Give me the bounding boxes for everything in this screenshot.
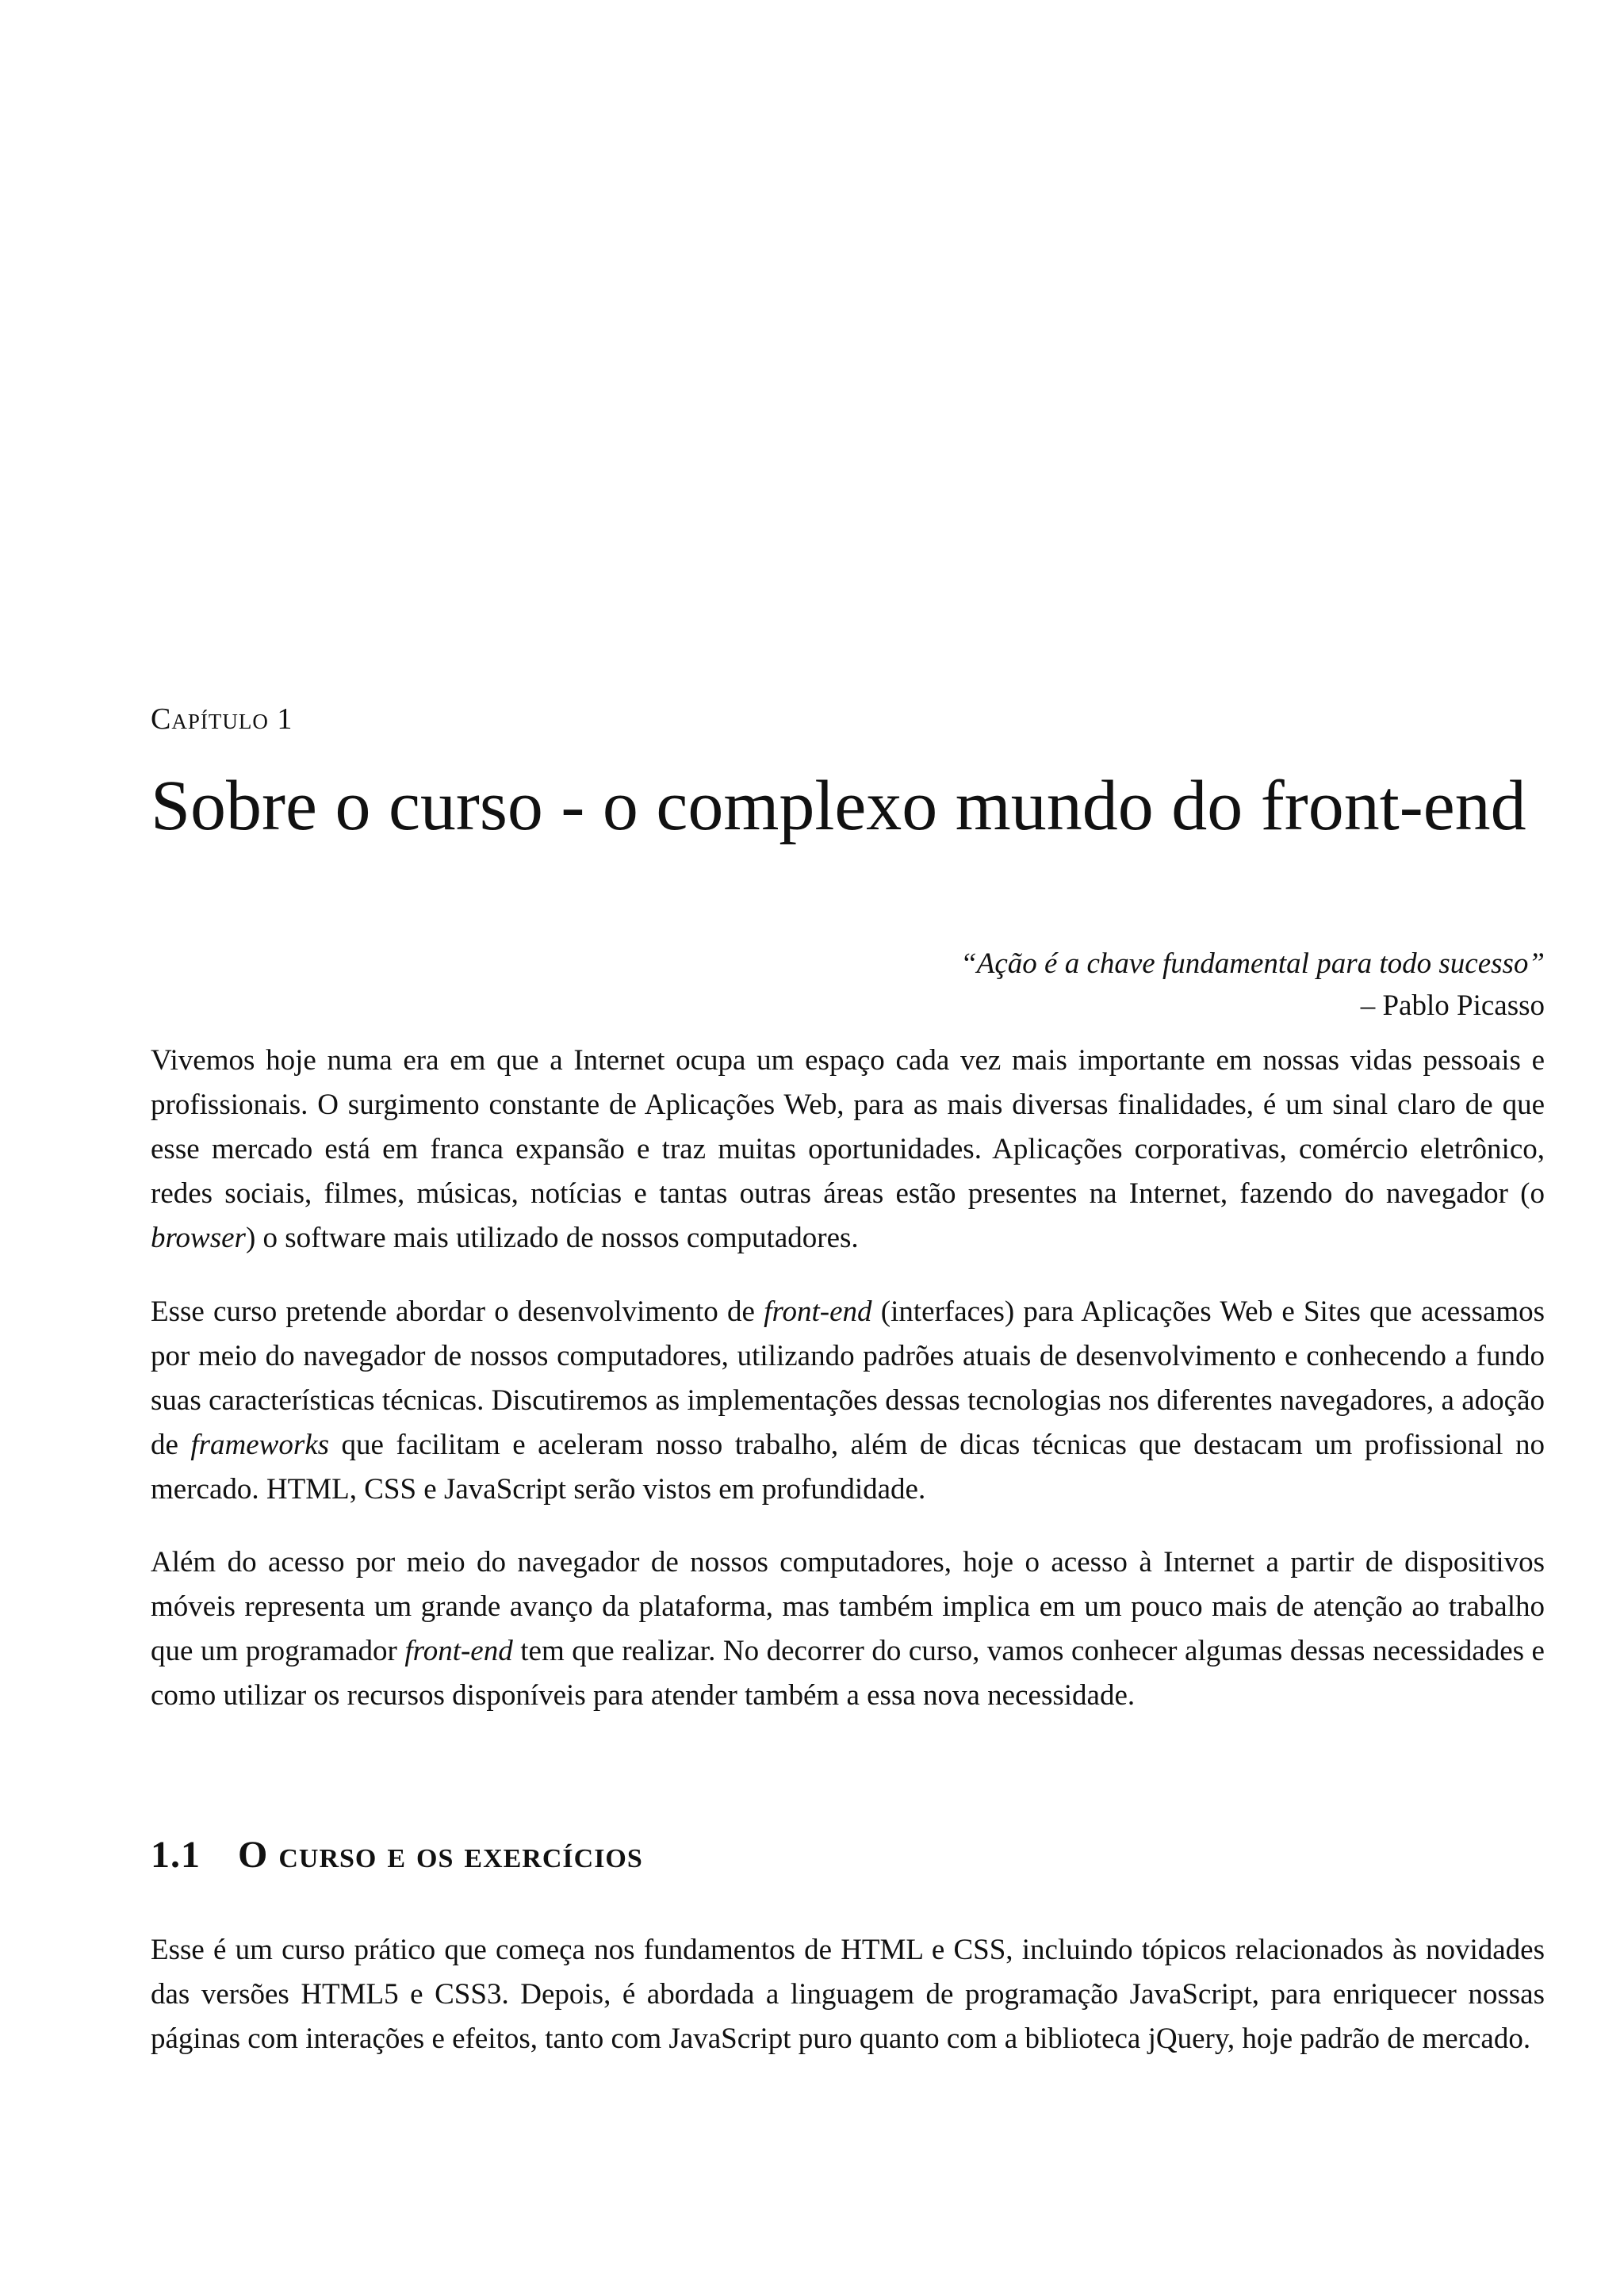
paragraph-text: Esse curso pretende abordar o desenvolvimento de [151, 1295, 764, 1328]
paragraph-text: tem que realizar. No decorrer do curso, vamos conhecer algumas dessas necessidades e como utilizar os recursos disponíveis para atender também a essa nova necessidade. [151, 1635, 1545, 1712]
paragraph-course-goal [151, 1290, 1545, 1512]
epigraph [960, 943, 1545, 1027]
emphasis-text: browser [151, 1222, 246, 1254]
chapter-label: Capítulo 1 [151, 702, 293, 736]
epigraph-author: – Pablo Picasso [1360, 989, 1545, 1022]
paragraph-intro [151, 1039, 1545, 1261]
paragraph-text: ) o software mais utilizado de nossos computadores. [245, 1222, 859, 1254]
emphasis-text: frameworks [190, 1429, 330, 1461]
emphasis-text: front-end [764, 1295, 872, 1328]
paragraph-text: Além do acesso por meio do navegador de nossos computadores, hoje o acesso à Internet a partir de dispositivos móveis representa um grande avanço da plataforma, mas também implica em um pouco mais de atenção ao trabalho que um programador [151, 1546, 1545, 1667]
emphasis-text: front-end [404, 1635, 513, 1667]
paragraph-mobile [151, 1540, 1545, 1718]
section-paragraph: Esse é um curso prático que começa nos fundamentos de HTML e CSS, incluindo tópicos relacionados às novidades das versões HTML5 e CSS3. Depois, é abordada a linguagem de programação JavaScript, para enriquecer nossas páginas com interações e efeitos, tanto com JavaScript puro quanto com a biblioteca jQuery, hoje padrão de mercado. [151, 1934, 1545, 2055]
epigraph-quote: “Ação é a chave fundamental para todo sucesso” [960, 947, 1545, 980]
paragraph-text: Vivemos hoje numa era em que a Internet ocupa um espaço cada vez mais importante em nossas vidas pessoais e profissionais. O surgimento constante de Aplicações Web, para as mais diversas finalidades, é um sinal claro de que esse mercado está em franca expansão e traz muitas oportunidades. Aplicações corporativas, comércio eletrônico, redes sociais, filmes, músicas, notícias e tantas outras áreas estão presentes na Internet, fazendo do navegador (o [151, 1044, 1545, 1210]
paragraph-text: que facilitam e aceleram nosso trabalho, além de dicas técnicas que destacam um profissional no mercado. HTML, CSS e JavaScript serão vistos em profundidade. [151, 1429, 1545, 1506]
section-number: 1.1 [151, 1834, 201, 1876]
paragraph-text: (interfaces) para Aplicações Web e Sites que acessamos por meio do navegador de nossos computadores, utilizando padrões atuais de desenvolvimento e conhecendo a fundo suas características técnicas. Discutiremos as implementações dessas tecnologias nos diferentes navegadores, a adoção de [151, 1295, 1545, 1461]
chapter-title: Sobre o curso - o complexo mundo do front-end [151, 767, 1526, 845]
section-title: O curso e os exercícios [238, 1834, 643, 1876]
section-heading [151, 1836, 643, 1874]
